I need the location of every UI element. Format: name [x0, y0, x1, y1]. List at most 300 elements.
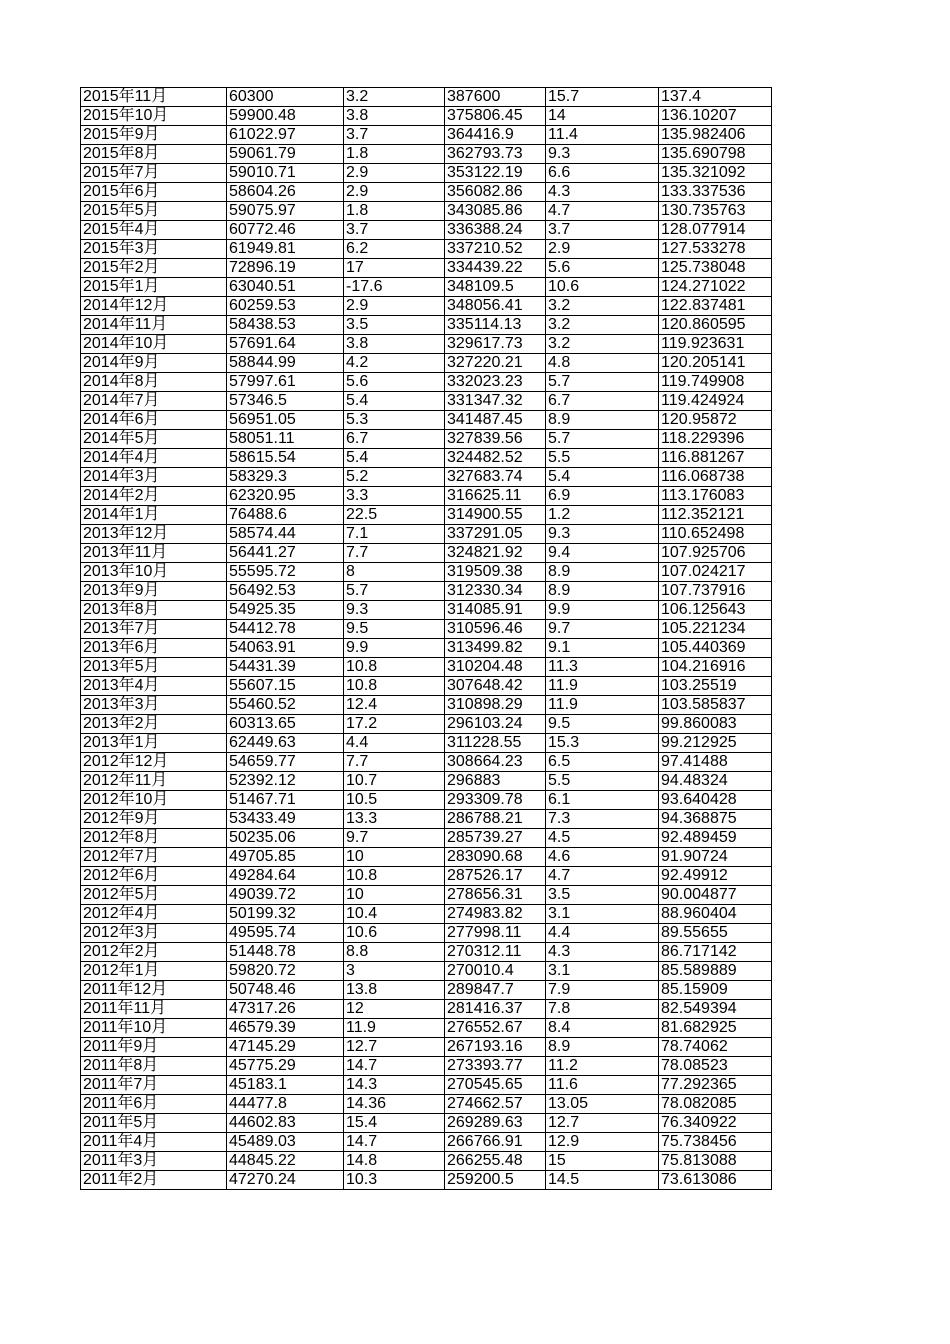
growth-a-cell: 10.8: [344, 677, 445, 696]
month-cell: 2011年12月: [81, 981, 227, 1000]
growth-a-cell: 6.2: [344, 240, 445, 259]
table-row: [81, 354, 772, 373]
table-row: [81, 620, 772, 639]
value-b-cell: 283090.68: [445, 848, 546, 867]
month-cell: 2013年3月: [81, 696, 227, 715]
value-a-cell: 54659.77: [227, 753, 344, 772]
value-b-cell: 364416.9: [445, 126, 546, 145]
index-cell: 90.004877: [659, 886, 772, 905]
value-a-cell: 50199.32: [227, 905, 344, 924]
month-cell: 2013年10月: [81, 563, 227, 582]
month-cell: 2013年9月: [81, 582, 227, 601]
month-cell: 2012年1月: [81, 962, 227, 981]
value-a-cell: 44845.22: [227, 1152, 344, 1171]
month-cell: 2015年4月: [81, 221, 227, 240]
value-b-cell: 296883: [445, 772, 546, 791]
value-b-cell: 331347.32: [445, 392, 546, 411]
value-a-cell: 62320.95: [227, 487, 344, 506]
growth-a-cell: 4.4: [344, 734, 445, 753]
index-cell: 75.813088: [659, 1152, 772, 1171]
index-cell: 128.077914: [659, 221, 772, 240]
growth-b-cell: 13.05: [546, 1095, 659, 1114]
month-cell: 2012年3月: [81, 924, 227, 943]
index-cell: 105.221234: [659, 620, 772, 639]
value-a-cell: 59820.72: [227, 962, 344, 981]
month-cell: 2015年9月: [81, 126, 227, 145]
table-row: [81, 1019, 772, 1038]
month-cell: 2012年12月: [81, 753, 227, 772]
growth-b-cell: 5.5: [546, 449, 659, 468]
growth-a-cell: 10.8: [344, 658, 445, 677]
value-b-cell: 337210.52: [445, 240, 546, 259]
table-row: [81, 506, 772, 525]
growth-b-cell: 1.2: [546, 506, 659, 525]
growth-a-cell: 11.9: [344, 1019, 445, 1038]
growth-a-cell: 5.7: [344, 582, 445, 601]
month-cell: 2012年10月: [81, 791, 227, 810]
growth-a-cell: 1.8: [344, 145, 445, 164]
data-table: [80, 87, 772, 1190]
growth-a-cell: 10.3: [344, 1171, 445, 1190]
month-cell: 2013年6月: [81, 639, 227, 658]
value-a-cell: 72896.19: [227, 259, 344, 278]
value-b-cell: 286788.21: [445, 810, 546, 829]
growth-b-cell: 8.9: [546, 411, 659, 430]
value-b-cell: 293309.78: [445, 791, 546, 810]
value-a-cell: 54063.91: [227, 639, 344, 658]
value-a-cell: 50235.06: [227, 829, 344, 848]
value-b-cell: 274662.57: [445, 1095, 546, 1114]
growth-a-cell: 12.4: [344, 696, 445, 715]
growth-b-cell: 7.3: [546, 810, 659, 829]
growth-b-cell: 8.9: [546, 1038, 659, 1057]
value-a-cell: 49039.72: [227, 886, 344, 905]
month-cell: 2012年2月: [81, 943, 227, 962]
growth-a-cell: 14.36: [344, 1095, 445, 1114]
index-cell: 119.923631: [659, 335, 772, 354]
value-a-cell: 54431.39: [227, 658, 344, 677]
value-a-cell: 60300: [227, 88, 344, 107]
growth-a-cell: 5.4: [344, 392, 445, 411]
value-b-cell: 307648.42: [445, 677, 546, 696]
month-cell: 2013年4月: [81, 677, 227, 696]
table-row: [81, 316, 772, 335]
growth-a-cell: 3.3: [344, 487, 445, 506]
value-a-cell: 61949.81: [227, 240, 344, 259]
value-b-cell: 277998.11: [445, 924, 546, 943]
month-cell: 2014年8月: [81, 373, 227, 392]
value-a-cell: 54925.35: [227, 601, 344, 620]
growth-a-cell: 3.8: [344, 107, 445, 126]
month-cell: 2014年9月: [81, 354, 227, 373]
growth-b-cell: 7.8: [546, 1000, 659, 1019]
value-b-cell: 334439.22: [445, 259, 546, 278]
index-cell: 119.424924: [659, 392, 772, 411]
growth-a-cell: 1.8: [344, 202, 445, 221]
growth-b-cell: 12.7: [546, 1114, 659, 1133]
month-cell: 2013年1月: [81, 734, 227, 753]
value-b-cell: 314900.55: [445, 506, 546, 525]
growth-a-cell: 10: [344, 848, 445, 867]
index-cell: 119.749908: [659, 373, 772, 392]
growth-b-cell: 6.1: [546, 791, 659, 810]
value-b-cell: 278656.31: [445, 886, 546, 905]
month-cell: 2011年8月: [81, 1057, 227, 1076]
value-b-cell: 324482.52: [445, 449, 546, 468]
month-cell: 2013年8月: [81, 601, 227, 620]
index-cell: 78.74062: [659, 1038, 772, 1057]
value-a-cell: 56951.05: [227, 411, 344, 430]
index-cell: 93.640428: [659, 791, 772, 810]
growth-a-cell: 13.3: [344, 810, 445, 829]
growth-a-cell: 7.7: [344, 753, 445, 772]
value-b-cell: 267193.16: [445, 1038, 546, 1057]
table-row: [81, 544, 772, 563]
index-cell: 135.690798: [659, 145, 772, 164]
growth-a-cell: 17.2: [344, 715, 445, 734]
growth-a-cell: 9.9: [344, 639, 445, 658]
growth-b-cell: 3.7: [546, 221, 659, 240]
value-b-cell: 273393.77: [445, 1057, 546, 1076]
month-cell: 2014年6月: [81, 411, 227, 430]
value-b-cell: 319509.38: [445, 563, 546, 582]
growth-b-cell: 10.6: [546, 278, 659, 297]
growth-a-cell: 8: [344, 563, 445, 582]
growth-b-cell: 14: [546, 107, 659, 126]
value-b-cell: 327683.74: [445, 468, 546, 487]
growth-b-cell: 4.3: [546, 183, 659, 202]
index-cell: 122.837481: [659, 297, 772, 316]
growth-b-cell: 3.2: [546, 335, 659, 354]
table-row: [81, 183, 772, 202]
value-b-cell: 310204.48: [445, 658, 546, 677]
value-b-cell: 270545.65: [445, 1076, 546, 1095]
value-b-cell: 353122.19: [445, 164, 546, 183]
month-cell: 2014年11月: [81, 316, 227, 335]
month-cell: 2012年11月: [81, 772, 227, 791]
growth-b-cell: 4.5: [546, 829, 659, 848]
growth-a-cell: 9.3: [344, 601, 445, 620]
value-a-cell: 55607.15: [227, 677, 344, 696]
table-row: [81, 696, 772, 715]
growth-b-cell: 4.8: [546, 354, 659, 373]
month-cell: 2015年5月: [81, 202, 227, 221]
growth-a-cell: 17: [344, 259, 445, 278]
growth-a-cell: 7.1: [344, 525, 445, 544]
month-cell: 2015年8月: [81, 145, 227, 164]
index-cell: 107.737916: [659, 582, 772, 601]
value-a-cell: 57346.5: [227, 392, 344, 411]
value-a-cell: 58438.53: [227, 316, 344, 335]
month-cell: 2015年10月: [81, 107, 227, 126]
index-cell: 92.489459: [659, 829, 772, 848]
growth-b-cell: 9.4: [546, 544, 659, 563]
table-row: [81, 126, 772, 145]
growth-a-cell: 14.8: [344, 1152, 445, 1171]
growth-b-cell: 3.2: [546, 297, 659, 316]
month-cell: 2014年3月: [81, 468, 227, 487]
value-a-cell: 61022.97: [227, 126, 344, 145]
value-a-cell: 58051.11: [227, 430, 344, 449]
growth-b-cell: 4.6: [546, 848, 659, 867]
value-b-cell: 314085.91: [445, 601, 546, 620]
value-a-cell: 55595.72: [227, 563, 344, 582]
value-b-cell: 281416.37: [445, 1000, 546, 1019]
growth-a-cell: 12: [344, 1000, 445, 1019]
index-cell: 120.860595: [659, 316, 772, 335]
index-cell: 136.10207: [659, 107, 772, 126]
index-cell: 120.95872: [659, 411, 772, 430]
growth-b-cell: 9.1: [546, 639, 659, 658]
index-cell: 104.216916: [659, 658, 772, 677]
value-a-cell: 56441.27: [227, 544, 344, 563]
value-b-cell: 269289.63: [445, 1114, 546, 1133]
value-a-cell: 44477.8: [227, 1095, 344, 1114]
month-cell: 2011年5月: [81, 1114, 227, 1133]
growth-a-cell: 10.5: [344, 791, 445, 810]
value-a-cell: 60259.53: [227, 297, 344, 316]
table-row: [81, 886, 772, 905]
month-cell: 2015年11月: [81, 88, 227, 107]
table-row: [81, 1000, 772, 1019]
index-cell: 94.48324: [659, 772, 772, 791]
growth-b-cell: 3.1: [546, 962, 659, 981]
index-cell: 85.15909: [659, 981, 772, 1000]
index-cell: 127.533278: [659, 240, 772, 259]
growth-b-cell: 3.2: [546, 316, 659, 335]
index-cell: 91.90724: [659, 848, 772, 867]
month-cell: 2015年7月: [81, 164, 227, 183]
value-b-cell: 266766.91: [445, 1133, 546, 1152]
growth-b-cell: 6.9: [546, 487, 659, 506]
index-cell: 112.352121: [659, 506, 772, 525]
growth-a-cell: 10.6: [344, 924, 445, 943]
index-cell: 94.368875: [659, 810, 772, 829]
table-row: [81, 734, 772, 753]
growth-a-cell: 3.7: [344, 126, 445, 145]
month-cell: 2014年4月: [81, 449, 227, 468]
index-cell: 130.735763: [659, 202, 772, 221]
value-a-cell: 49284.64: [227, 867, 344, 886]
index-cell: 103.585837: [659, 696, 772, 715]
growth-a-cell: 14.7: [344, 1057, 445, 1076]
month-cell: 2014年5月: [81, 430, 227, 449]
value-b-cell: 274983.82: [445, 905, 546, 924]
growth-b-cell: 5.7: [546, 430, 659, 449]
value-a-cell: 55460.52: [227, 696, 344, 715]
month-cell: 2013年2月: [81, 715, 227, 734]
table-row: [81, 924, 772, 943]
table-row: [81, 563, 772, 582]
index-cell: 120.205141: [659, 354, 772, 373]
growth-a-cell: 15.4: [344, 1114, 445, 1133]
index-cell: 99.860083: [659, 715, 772, 734]
month-cell: 2012年4月: [81, 905, 227, 924]
index-cell: 88.960404: [659, 905, 772, 924]
growth-b-cell: 9.3: [546, 145, 659, 164]
table-row: [81, 373, 772, 392]
table-row: [81, 468, 772, 487]
table-row: [81, 145, 772, 164]
table-row: [81, 335, 772, 354]
growth-b-cell: 15.3: [546, 734, 659, 753]
value-b-cell: 270312.11: [445, 943, 546, 962]
growth-a-cell: 14.7: [344, 1133, 445, 1152]
table-row: [81, 1133, 772, 1152]
value-b-cell: 285739.27: [445, 829, 546, 848]
growth-a-cell: 5.3: [344, 411, 445, 430]
table-row: [81, 772, 772, 791]
value-b-cell: 311228.55: [445, 734, 546, 753]
value-a-cell: 50748.46: [227, 981, 344, 1000]
value-a-cell: 76488.6: [227, 506, 344, 525]
index-cell: 116.881267: [659, 449, 772, 468]
growth-b-cell: 11.9: [546, 677, 659, 696]
value-b-cell: 337291.05: [445, 525, 546, 544]
value-b-cell: 362793.73: [445, 145, 546, 164]
table-row: [81, 829, 772, 848]
growth-b-cell: 3.5: [546, 886, 659, 905]
table-row: [81, 88, 772, 107]
growth-a-cell: -17.6: [344, 278, 445, 297]
index-cell: 97.41488: [659, 753, 772, 772]
growth-a-cell: 8.8: [344, 943, 445, 962]
value-a-cell: 57691.64: [227, 335, 344, 354]
table-row: [81, 1057, 772, 1076]
month-cell: 2011年6月: [81, 1095, 227, 1114]
growth-b-cell: 4.7: [546, 202, 659, 221]
growth-a-cell: 10: [344, 886, 445, 905]
growth-b-cell: 3.1: [546, 905, 659, 924]
value-b-cell: 310898.29: [445, 696, 546, 715]
table-row: [81, 601, 772, 620]
growth-a-cell: 2.9: [344, 297, 445, 316]
month-cell: 2015年6月: [81, 183, 227, 202]
value-a-cell: 49705.85: [227, 848, 344, 867]
index-cell: 103.25519: [659, 677, 772, 696]
index-cell: 135.321092: [659, 164, 772, 183]
growth-b-cell: 12.9: [546, 1133, 659, 1152]
value-a-cell: 47317.26: [227, 1000, 344, 1019]
growth-b-cell: 9.3: [546, 525, 659, 544]
value-a-cell: 49595.74: [227, 924, 344, 943]
growth-a-cell: 3.2: [344, 88, 445, 107]
value-b-cell: 266255.48: [445, 1152, 546, 1171]
month-cell: 2012年8月: [81, 829, 227, 848]
value-b-cell: 327839.56: [445, 430, 546, 449]
table-row: [81, 753, 772, 772]
index-cell: 75.738456: [659, 1133, 772, 1152]
table-row: [81, 1038, 772, 1057]
table-row: [81, 715, 772, 734]
growth-a-cell: 2.9: [344, 183, 445, 202]
month-cell: 2013年12月: [81, 525, 227, 544]
index-cell: 125.738048: [659, 259, 772, 278]
table-row: [81, 411, 772, 430]
index-cell: 107.024217: [659, 563, 772, 582]
table-row: [81, 905, 772, 924]
table-row: [81, 487, 772, 506]
month-cell: 2014年2月: [81, 487, 227, 506]
table-row: [81, 791, 772, 810]
table-row: [81, 981, 772, 1000]
growth-a-cell: 7.7: [344, 544, 445, 563]
value-b-cell: 332023.23: [445, 373, 546, 392]
value-b-cell: 316625.11: [445, 487, 546, 506]
value-b-cell: 289847.7: [445, 981, 546, 1000]
growth-a-cell: 22.5: [344, 506, 445, 525]
month-cell: 2011年3月: [81, 1152, 227, 1171]
month-cell: 2011年2月: [81, 1171, 227, 1190]
growth-a-cell: 5.4: [344, 449, 445, 468]
value-a-cell: 51448.78: [227, 943, 344, 962]
index-cell: 77.292365: [659, 1076, 772, 1095]
growth-b-cell: 6.7: [546, 392, 659, 411]
value-a-cell: 60772.46: [227, 221, 344, 240]
table-row: [81, 962, 772, 981]
value-b-cell: 324821.92: [445, 544, 546, 563]
growth-a-cell: 5.2: [344, 468, 445, 487]
table-row: [81, 1114, 772, 1133]
value-b-cell: 310596.46: [445, 620, 546, 639]
value-a-cell: 62449.63: [227, 734, 344, 753]
value-b-cell: 329617.73: [445, 335, 546, 354]
growth-a-cell: 3.7: [344, 221, 445, 240]
growth-b-cell: 4.4: [546, 924, 659, 943]
growth-b-cell: 5.6: [546, 259, 659, 278]
index-cell: 135.982406: [659, 126, 772, 145]
value-b-cell: 348056.41: [445, 297, 546, 316]
value-a-cell: 58604.26: [227, 183, 344, 202]
value-a-cell: 60313.65: [227, 715, 344, 734]
value-a-cell: 54412.78: [227, 620, 344, 639]
growth-a-cell: 14.3: [344, 1076, 445, 1095]
value-a-cell: 44602.83: [227, 1114, 344, 1133]
growth-b-cell: 7.9: [546, 981, 659, 1000]
month-cell: 2011年9月: [81, 1038, 227, 1057]
value-a-cell: 53433.49: [227, 810, 344, 829]
value-b-cell: 270010.4: [445, 962, 546, 981]
value-b-cell: 387600: [445, 88, 546, 107]
growth-a-cell: 9.5: [344, 620, 445, 639]
growth-b-cell: 5.7: [546, 373, 659, 392]
growth-b-cell: 9.7: [546, 620, 659, 639]
table-row: [81, 1095, 772, 1114]
table-row: [81, 810, 772, 829]
value-b-cell: 356082.86: [445, 183, 546, 202]
table-row: [81, 259, 772, 278]
table-row: [81, 658, 772, 677]
table-row: [81, 107, 772, 126]
value-a-cell: 46579.39: [227, 1019, 344, 1038]
value-b-cell: 312330.34: [445, 582, 546, 601]
value-b-cell: 313499.82: [445, 639, 546, 658]
growth-b-cell: 11.9: [546, 696, 659, 715]
value-b-cell: 348109.5: [445, 278, 546, 297]
growth-a-cell: 10.4: [344, 905, 445, 924]
growth-a-cell: 3: [344, 962, 445, 981]
growth-b-cell: 5.5: [546, 772, 659, 791]
value-b-cell: 335114.13: [445, 316, 546, 335]
value-b-cell: 343085.86: [445, 202, 546, 221]
growth-a-cell: 9.7: [344, 829, 445, 848]
index-cell: 124.271022: [659, 278, 772, 297]
value-a-cell: 58615.54: [227, 449, 344, 468]
index-cell: 89.55655: [659, 924, 772, 943]
growth-b-cell: 8.4: [546, 1019, 659, 1038]
value-a-cell: 63040.51: [227, 278, 344, 297]
index-cell: 78.082085: [659, 1095, 772, 1114]
